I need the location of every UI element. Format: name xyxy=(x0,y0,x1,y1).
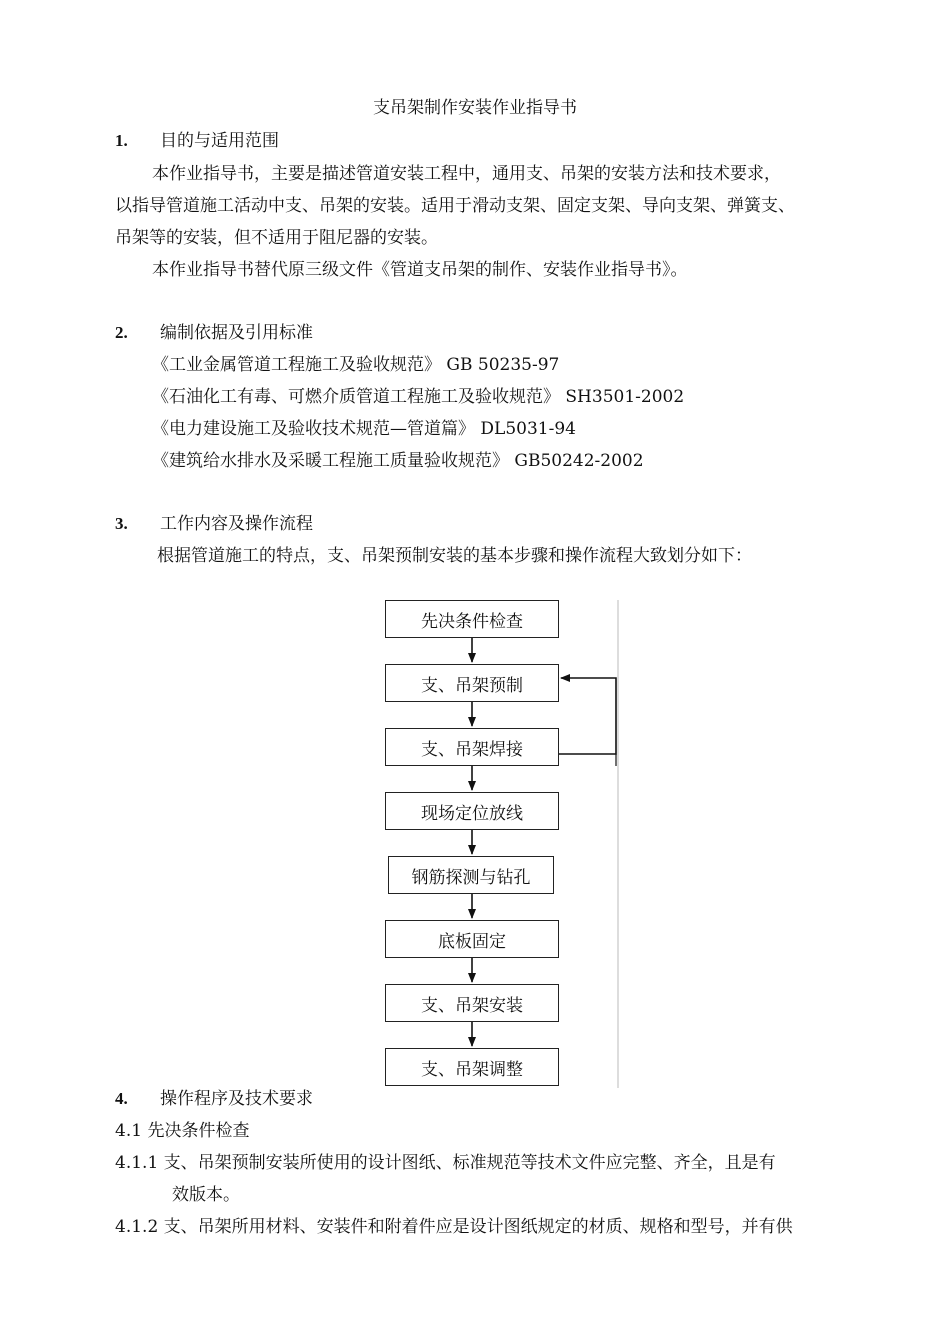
section-1-number: 1. xyxy=(115,131,128,150)
flow-step-site-layout: 现场定位放线 xyxy=(385,792,559,830)
reference-standard: 《工业金属管道工程施工及验收规范》 GB 50235-97 xyxy=(152,355,560,375)
item-4-1-1-line-1: 4.1.1 支、吊架预制安装所使用的设计图纸、标准规范等技术文件应完整、齐全，且是有 xyxy=(115,1153,776,1173)
flow-step-prefabrication: 支、吊架预制 xyxy=(385,664,559,702)
flow-step-adjustment: 支、吊架调整 xyxy=(385,1048,559,1086)
section-2-number: 2. xyxy=(115,323,128,342)
section-3-intro: 根据管道施工的特点，支、吊架预制安装的基本步骤和操作流程大致划分如下： xyxy=(157,546,752,566)
item-4-1-1-line-2: 效版本。 xyxy=(172,1185,240,1205)
flow-step-rebar-detection-drilling: 钢筋探测与钻孔 xyxy=(388,856,554,894)
section-1-heading: 目的与适用范围 xyxy=(160,131,279,151)
reference-standard: 《石油化工有毒、可燃介质管道工程施工及验收规范》 SH3501-2002 xyxy=(152,387,685,407)
item-4-1-2-line-1: 4.1.2 支、吊架所用材料、安装件和附着件应是设计图纸规定的材质、规格和型号，并有供 xyxy=(115,1217,793,1237)
section-3-number: 3. xyxy=(115,514,128,533)
section-1-paragraph-line: 本作业指导书，主要是描述管道安装工程中，通用支、吊架的安装方法和技术要求， xyxy=(152,164,781,184)
document-title: 支吊架制作安装作业指导书 xyxy=(373,98,577,118)
section-4-heading: 操作程序及技术要求 xyxy=(160,1089,313,1109)
reference-standard: 《建筑给水排水及采暖工程施工质量验收规范》 GB50242-2002 xyxy=(152,451,644,471)
flow-step-baseplate-fixing: 底板固定 xyxy=(385,920,559,958)
section-1-paragraph-2: 本作业指导书替代原三级文件《管道支吊架的制作、安装作业指导书》。 xyxy=(152,260,688,280)
flow-step-welding: 支、吊架焊接 xyxy=(385,728,559,766)
section-3-heading: 工作内容及操作流程 xyxy=(160,514,313,534)
section-4-number: 4. xyxy=(115,1089,128,1108)
section-2-heading: 编制依据及引用标准 xyxy=(160,323,313,343)
flow-step-installation: 支、吊架安装 xyxy=(385,984,559,1022)
section-1-paragraph-line: 以指导管道施工活动中支、吊架的安装。适用于滑动支架、固定支架、导向支架、弹簧支、 xyxy=(115,196,795,216)
reference-standard: 《电力建设施工及验收技术规范—管道篇》 DL5031-94 xyxy=(152,419,576,439)
flow-step-prerequisite-check: 先决条件检查 xyxy=(385,600,559,638)
subsection-4-1: 4.1 先决条件检查 xyxy=(115,1121,250,1141)
section-1-paragraph-line: 吊架等的安装，但不适用于阻尼器的安装。 xyxy=(115,228,438,248)
